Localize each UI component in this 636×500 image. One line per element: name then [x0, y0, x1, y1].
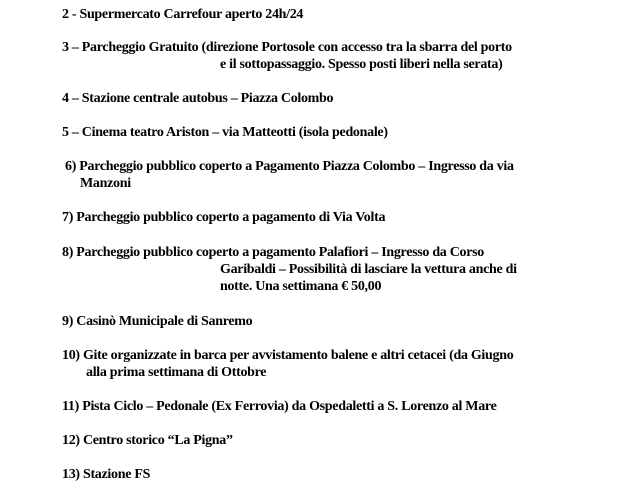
list-item-text: 10) Gite organizzate in barca per avvistamento balene e altri cetacei (da Giugno: [62, 348, 514, 363]
list-item-text: 12) Centro storico “La Pigna”: [62, 433, 233, 448]
list-item-text-continuation: e il sottopassaggio. Spesso posti liberi nella serata): [220, 57, 503, 72]
list-item-text: 5 – Cinema teatro Ariston – via Matteotti (isola pedonale): [62, 125, 388, 140]
list-item-text: 8) Parcheggio pubblico coperto a pagamento Palafiori – Ingresso da Corso: [62, 245, 484, 260]
list-item-text: 4 – Stazione centrale autobus – Piazza Colombo: [62, 91, 334, 106]
list-item-text: 9) Casinò Municipale di Sanremo: [62, 314, 253, 329]
list-item-text: 3 – Parcheggio Gratuito (direzione Portosole con accesso tra la sbarra del porto: [62, 40, 512, 55]
list-item-text-continuation: Garibaldi – Possibilità di lasciare la vettura anche di: [220, 262, 517, 277]
list-item-text: 2 - Supermercato Carrefour aperto 24h/24: [62, 7, 304, 22]
list-item-text: 11) Pista Ciclo – Pedonale (Ex Ferrovia) da Ospedaletti a S. Lorenzo al Mare: [62, 399, 497, 414]
list-item-text: 7) Parcheggio pubblico coperto a pagamento di Via Volta: [62, 210, 386, 225]
list-item-text-continuation: Manzoni: [80, 176, 131, 191]
list-item-text: 13) Stazione FS: [62, 467, 151, 482]
list-item-text-continuation: notte. Una settimana € 50,00: [220, 279, 382, 294]
list-item-text-continuation: alla prima settimana di Ottobre: [86, 365, 267, 380]
list-item-text: 6) Parcheggio pubblico coperto a Pagamento Piazza Colombo – Ingresso da via: [65, 159, 514, 174]
